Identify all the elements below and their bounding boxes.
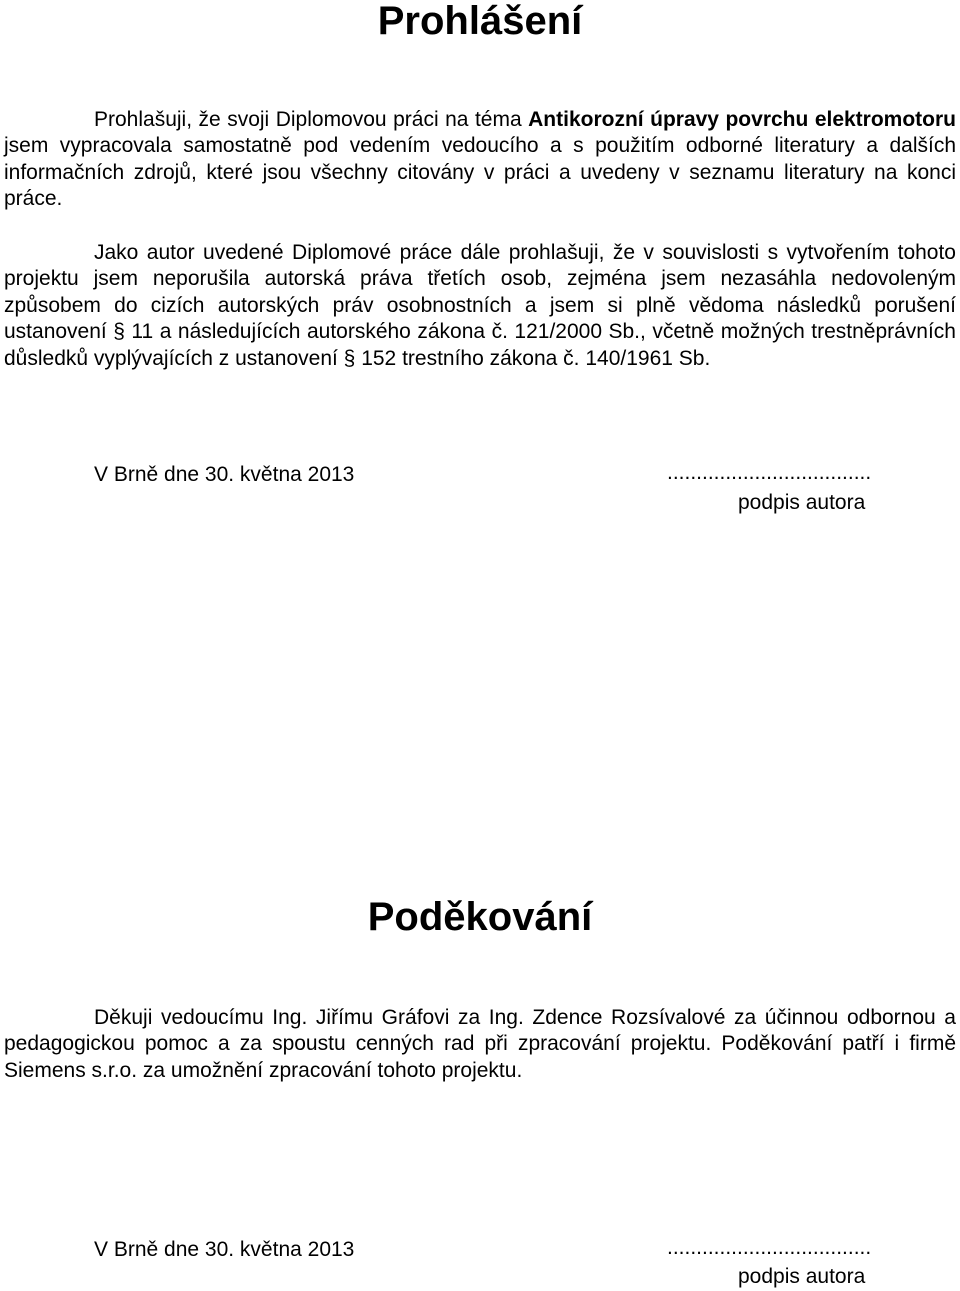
declaration-paragraph-2: Jako autor uvedené Diplomové práce dále prohlašuji, že v souvislosti s vytvořením tohoto projektu jsem neporušila autorská práva třetích osob, zejména jsem nezasáhla nedovoleným způsobem do cizích autorských práv osobnostních a jsem si plně vědoma následků porušení ustanovení § 11 a následujících autorského zákona č. 121/2000 Sb., včetně možných trestněprávních důsledků vyplývajících z ustanovení § 152 trestního zákona č. 140/1961 Sb. xyxy=(4,241,956,370)
declaration-place-date: V Brně dne 30. května 2013 xyxy=(94,463,355,486)
declaration-p1-text-start: Prohlašuji, že svoji Diplomovou práci na téma xyxy=(94,108,529,131)
acknowledgement-title: Poděkování xyxy=(367,895,593,939)
acknowledgement-paragraph: Děkuji vedoucímu Ing. Jiřímu Gráfovi za Ing. Zdence Rozsívalové za účinnou odbornou a pedagogickou pomoc a za spoustu cenných rad při zpracování projektu. Poděkování patří i firmě Siemens s.r.o. za umožnění zpracování tohoto projektu. xyxy=(4,1006,956,1082)
acknowledgement-signature-label: podpis autora xyxy=(738,1265,866,1288)
declaration-signature-label: podpis autora xyxy=(738,491,866,514)
acknowledgement-place-date: V Brně dne 30. května 2013 xyxy=(94,1238,355,1261)
thesis-topic: Antikorozní úpravy povrchu elektromotoru xyxy=(528,108,956,131)
declaration-paragraph-1 xyxy=(4,107,956,213)
declaration-signature-line: ................................... xyxy=(667,461,872,484)
declaration-title: Prohlášení xyxy=(377,0,583,43)
acknowledgement-signature-line: ................................... xyxy=(667,1236,872,1259)
declaration-p1-text-end: jsem vypracovala samostatně pod vedením vedoucího a s použitím odborné literatury a dalších informačních zdrojů, které jsou všechny citovány v práci a uvedeny v seznamu literatury na konci práce. xyxy=(4,134,956,211)
